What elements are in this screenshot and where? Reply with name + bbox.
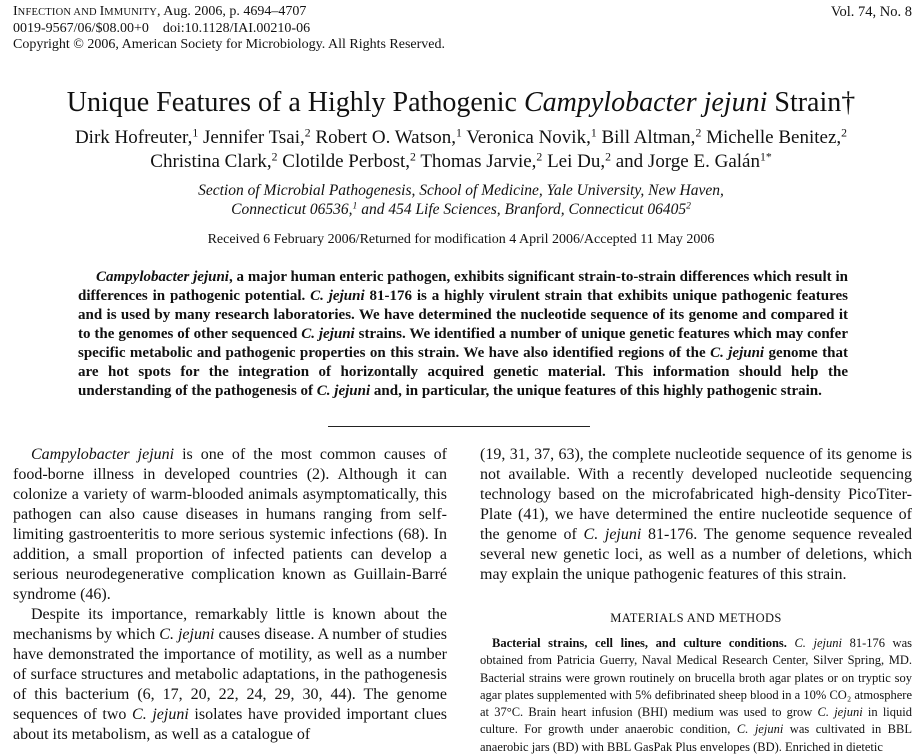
author-list: [0, 126, 922, 174]
paragraph-intro-1: Campylobacter jejuni is one of the most common causes of food-borne illness in developed countries (2). Although it can colonize a variety of warm-blooded animals asymptomatically, this pathogen can also cause diseases in humans ranging from self-limiting gastroenteritis to more serious systemic infections (68). In addition, a small proportion of infected patients can develop a serious neurodegenerative complication known as Guillain-Barré syndrome (46).: [13, 446, 447, 603]
body-column-left: [13, 445, 447, 745]
author-affiliation-mark: 1: [192, 126, 199, 140]
author-name: Lei Du,: [542, 151, 606, 172]
author-name: Jennifer Tsai,: [198, 127, 305, 148]
article-title: Unique Features of a Highly Pathogenic Campylobacter jejuni Strain†: [66, 87, 856, 118]
methods-paragraph: Bacterial strains, cell lines, and culture conditions. C. jejuni 81-176 was obtained from Patricia Guerry, Naval Medical Research Center, Silver Spring, MD. Bacterial strains were grown routinely on brucella broth agar plates or on tryptic soy agar plates supplemented with 5% defibrinated sheep blood in a 10% CO₂ atmosphere at 37°C. Brain heart infusion (BHI) medium was used to grow C. jejuni in liquid culture. For growth under anaerobic condition, C. jejuni was cultivated in BBL anaerobic jars (BD) with BBL GasPak Plus envelopes (BD). Enriched in dietetic: [480, 636, 912, 754]
copyright-line: Copyright © 2006, American Society for Microbiology. All Rights Reserved.: [13, 37, 446, 52]
volume-info: Vol. 74, No. 8: [830, 4, 912, 20]
author-name: Bill Altman,: [596, 127, 696, 148]
author-name: Veronica Novik,: [461, 127, 591, 148]
body-column-right: [480, 445, 912, 585]
author-name: Michelle Benitez,: [701, 127, 842, 148]
section-divider: [328, 426, 590, 427]
journal-citation-line: INFECTION AND IMMUNITY, Aug. 2006, p. 4694–4707: [13, 4, 307, 19]
author-name: Clotilde Perbost,: [277, 151, 411, 172]
author-line-2: [0, 150, 922, 174]
author-name: Thomas Jarvie,: [415, 151, 537, 172]
author-affiliation-mark: 2: [410, 150, 416, 164]
affiliation: Section of Microbial Pathogenesis, School of Medicine, Yale University, New Haven, Connecticut 06536,$^1$ and 454 Life Sciences, Branford, Connecticut 06405$^2$: [198, 182, 724, 218]
author-name: Robert O. Watson,: [310, 127, 457, 148]
author-affiliation-mark: 2: [695, 126, 702, 140]
author-name: Dirk Hofreuter,: [74, 127, 193, 148]
author-affiliation-mark: 2: [605, 150, 611, 164]
author-affiliation-mark: 2: [304, 126, 311, 140]
author-affiliation-mark: 1: [590, 126, 597, 140]
author-affiliation-mark: 2: [841, 126, 848, 140]
author-line-1: [0, 126, 922, 150]
author-affiliation-mark: 1*: [759, 150, 772, 164]
journal-header: [13, 4, 445, 53]
author-name: and Jorge E. Galán: [611, 151, 760, 172]
author-affiliation-mark: 2: [271, 150, 278, 164]
received-dates: Received 6 February 2006/Returned for modification 4 April 2006/Accepted 11 May 2006: [207, 232, 715, 247]
section-heading-materials-methods: MATERIALS AND METHODS: [610, 611, 782, 625]
paragraph-intro-continued: (19, 31, 37, 63), the complete nucleotide sequence of its genome is not available. With a recently developed nucleotide sequencing technology based on the microfabricated high-density PicoTiter-Plate (41), we have determined the entire nucleotide sequence of the genome of C. jejuni 81-176. The genome sequence revealed several new genetic loci, as well as a number of deletions, which may explain the unique pathogenic features of this strain.: [480, 446, 913, 583]
author-affiliation-mark: 1: [456, 126, 462, 140]
abstract: Campylobacter jejuni, a major human enteric pathogen, exhibits significant strain-to-strain differences which result in differences in pathogenic potential. C. jejuni 81-176 is a highly virulent strain that exhibits unique pathogenic features and is used by many research laboratories. We have determined the nucleotide sequence of its genome and compared it to the genomes of other sequenced C. jejuni strains. We identified a number of unique genetic features which may confer specific metabolic and pathogenic properties on this strain. We have also identified regions of the C. jejuni genome that are hot spots for the integration of horizontally acquired genetic material. This information should help the understanding of the pathogenesis of C. jejuni and, in particular, the unique features of this highly pathogenic strain.: [78, 269, 849, 399]
author-name: Christina Clark,: [150, 151, 272, 172]
paragraph-intro-2: Despite its importance, remarkably little is known about the mechanisms by which C. jejuni causes disease. A number of studies have demonstrated the importance of motility, as well as a number of surface structures and metabolic adaptations, in the pathogenesis of this bacterium (6, 17, 20, 22, 24, 29, 30, 44). The genome sequences of two C. jejuni isolates have provided important clues about its metabolism, as well as a catalogue of: [13, 606, 448, 743]
author-affiliation-mark: 2: [536, 150, 543, 164]
issn-doi-line: 0019-9567/06/$08.00+0 doi:10.1128/IAI.00210-06: [13, 21, 311, 36]
